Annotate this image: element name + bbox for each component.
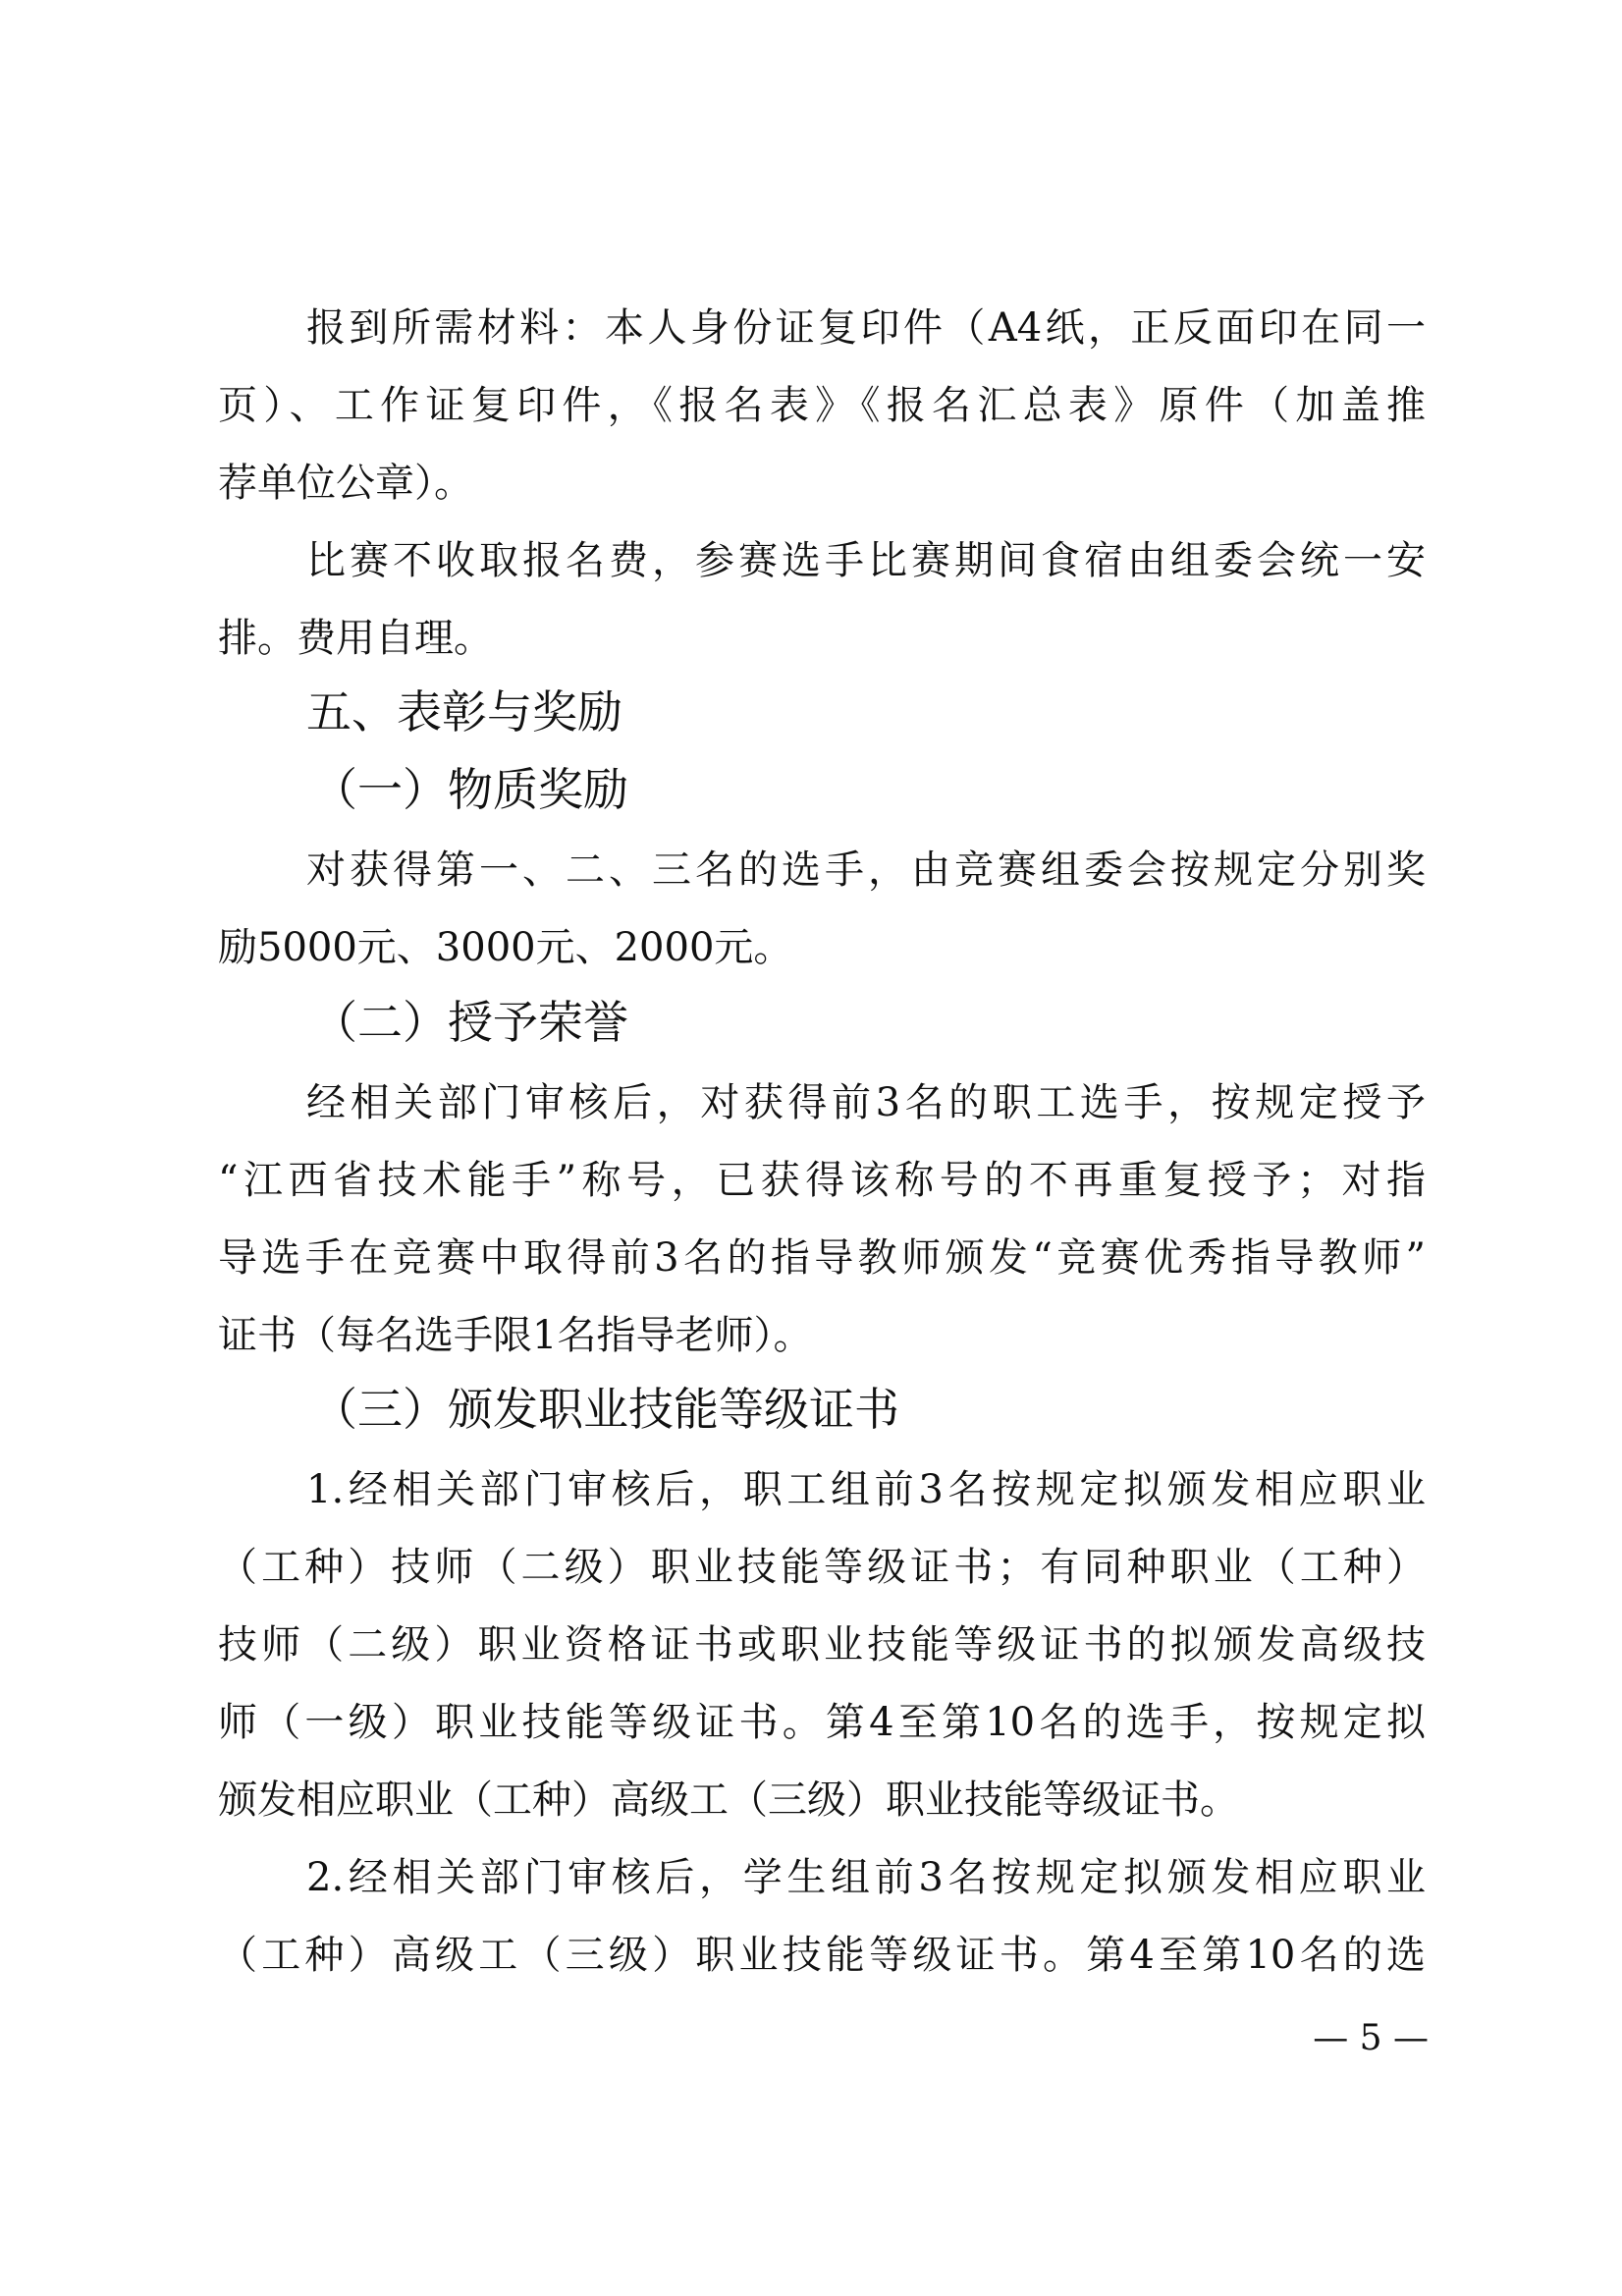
section-heading: 五、表彰与奖励 [306, 685, 622, 738]
subsection-heading: （二）授予荣誉 [312, 996, 628, 1049]
subsection-heading: （一）物质奖励 [312, 763, 628, 816]
page-number: — 5 — [1313, 2018, 1429, 2058]
paragraph-line: 比赛不收取报名费，参赛选手比赛期间食宿由组委会统一安 [306, 538, 1426, 583]
paragraph-line: 经相关部门审核后，对获得前3名的职工选手，按规定授予 [306, 1080, 1426, 1125]
paragraph-line: 荐单位公章）。 [218, 461, 473, 506]
paragraph-line: “江西省技术能手”称号，已获得该称号的不再重复授予；对指 [218, 1158, 1426, 1203]
paragraph-line: 颁发相应职业（工种）高级工（三级）职业技能等级证书。 [218, 1777, 1239, 1823]
paragraph-line: 页）、工作证复印件，《报名表》《报名汇总表》原件（加盖推 [218, 383, 1426, 428]
paragraph-line: 1.经相关部门审核后，职工组前3名按规定拟颁发相应职业 [306, 1467, 1426, 1512]
paragraph-line: 证书（每名选手限1名指导老师）。 [218, 1313, 813, 1358]
paragraph-line: 2.经相关部门审核后，学生组前3名按规定拟颁发相应职业 [306, 1855, 1426, 1900]
subsection-heading: （三）颁发职业技能等级证书 [312, 1383, 899, 1436]
paragraph-line: 对获得第一、二、三名的选手，由竞赛组委会按规定分别奖 [306, 847, 1426, 893]
paragraph-line: 技师（二级）职业资格证书或职业技能等级证书的拟颁发高级技 [218, 1622, 1426, 1667]
paragraph-line: 导选手在竞赛中取得前3名的指导教师颁发“竞赛优秀指导教师” [218, 1235, 1426, 1281]
paragraph-line: 报到所需材料：本人身份证复印件（A4纸，正反面印在同一 [306, 305, 1426, 351]
paragraph-line: 排。费用自理。 [218, 616, 493, 661]
paragraph-line: （工种）高级工（三级）职业技能等级证书。第4至第10名的选 [218, 1933, 1426, 1978]
paragraph-line: 励5000元、3000元、2000元。 [218, 925, 793, 970]
paragraph-line: 师（一级）职业技能等级证书。第4至第10名的选手，按规定拟 [218, 1700, 1426, 1745]
paragraph-line: （工种）技师（二级）职业技能等级证书；有同种职业（工种） [218, 1545, 1426, 1590]
